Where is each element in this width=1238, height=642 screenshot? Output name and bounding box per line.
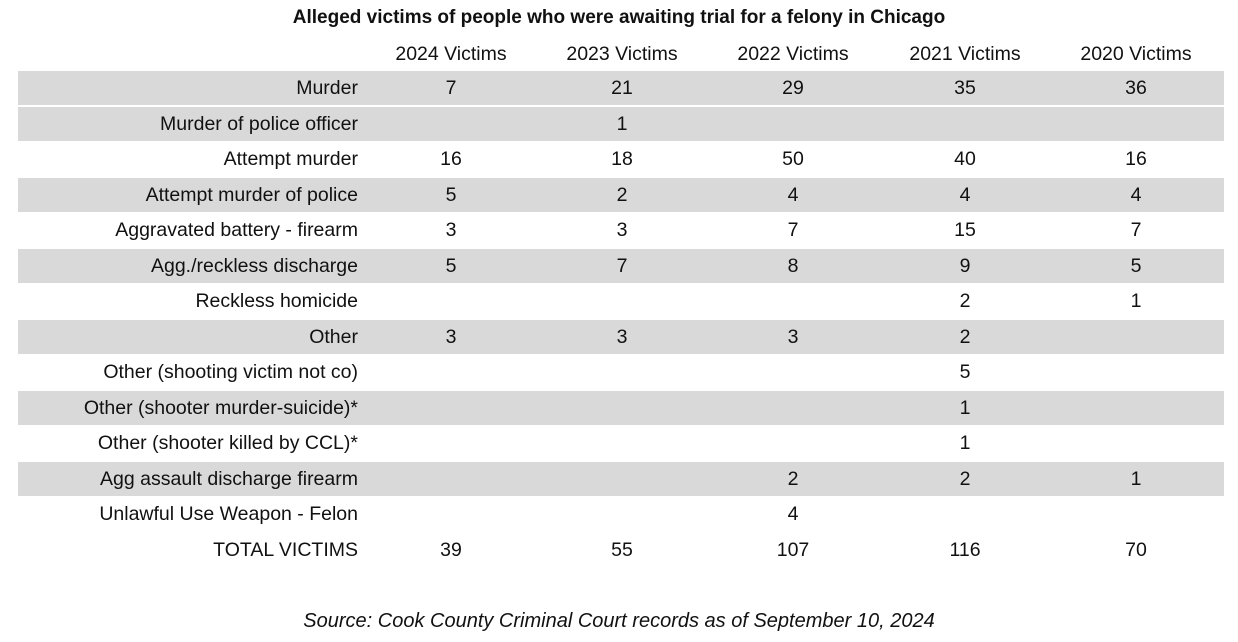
column-header-2022: 2022 Victims (737, 43, 849, 65)
table-cell: 1 (1130, 468, 1142, 490)
table-row (18, 320, 1224, 354)
table-cell (723, 426, 863, 460)
table-row (18, 71, 1224, 105)
table-cell: 18 (611, 148, 633, 170)
chart-title: Alleged victims of people who were awaiting trial for a felony in Chicago (292, 7, 946, 28)
table-cell: 3 (616, 326, 628, 348)
table-cell: 7 (787, 219, 799, 241)
table-row (18, 355, 1224, 389)
table-cell: 8 (787, 255, 799, 277)
table-cell (1066, 426, 1206, 460)
table-cell: 55 (611, 539, 633, 561)
table-cell: 16 (1125, 148, 1147, 170)
table-row (18, 178, 1224, 212)
table-cell (381, 391, 521, 425)
table-cell: 3 (787, 326, 799, 348)
table-row (18, 426, 1224, 460)
table-cell: 50 (782, 148, 804, 170)
table-cell: 29 (782, 77, 804, 99)
table-cell: 107 (776, 539, 810, 561)
table-cell (552, 391, 692, 425)
table-cell (552, 426, 692, 460)
table-cell (381, 426, 521, 460)
table-cell: 3 (445, 219, 457, 241)
source-note: Source: Cook County Criminal Court records as of September 10, 2024 (303, 610, 935, 632)
table-cell: 1 (959, 397, 971, 419)
table-cell: 4 (1130, 184, 1142, 206)
table-cell: 9 (959, 255, 971, 277)
row-label: Reckless homicide (195, 290, 358, 312)
table-cell: 1 (616, 113, 628, 135)
table-cell (723, 107, 863, 141)
table-row (18, 107, 1224, 141)
table-cell (895, 107, 1035, 141)
table-row (18, 462, 1224, 496)
table-cell (381, 107, 521, 141)
table-cell: 5 (445, 184, 457, 206)
table-cell: 36 (1125, 77, 1147, 99)
row-label: Unlawful Use Weapon - Felon (99, 503, 358, 525)
row-label: Agg assault discharge firearm (100, 468, 358, 490)
table-cell: 21 (611, 77, 633, 99)
table-cell: 16 (440, 148, 462, 170)
row-label: Murder of police officer (160, 113, 358, 135)
table-cell (552, 462, 692, 496)
table-cell (381, 462, 521, 496)
row-label: Murder (296, 77, 358, 99)
table-cell (381, 497, 521, 531)
column-header-2023: 2023 Victims (566, 43, 678, 65)
table-row (18, 213, 1224, 247)
column-header-2021: 2021 Victims (909, 43, 1021, 65)
table-cell: 15 (954, 219, 976, 241)
row-label: Attempt murder (223, 148, 358, 170)
column-header-2020: 2020 Victims (1080, 43, 1192, 65)
column-header-2024: 2024 Victims (395, 43, 507, 65)
table-cell (552, 497, 692, 531)
row-label: Agg./reckless discharge (150, 255, 358, 277)
table-cell (723, 355, 863, 389)
table-cell: 5 (1130, 255, 1142, 277)
table-row (18, 497, 1224, 531)
row-label: Other (309, 326, 358, 348)
table-cell: 70 (1125, 539, 1147, 561)
table-row (18, 533, 1224, 567)
table-cell: 3 (445, 326, 457, 348)
table-cell: 5 (445, 255, 457, 277)
row-label: Attempt murder of police (145, 184, 358, 206)
row-label: Other (shooting victim not co) (103, 361, 358, 383)
table-cell: 7 (445, 77, 457, 99)
table-cell: 116 (949, 539, 981, 561)
row-label: Other (shooter killed by CCL)* (97, 432, 358, 454)
table-cell (1066, 107, 1206, 141)
table-cell: 5 (959, 361, 971, 383)
table-cell (1066, 497, 1206, 531)
table-cell: 2 (959, 468, 971, 490)
table-cell (723, 391, 863, 425)
table-cell: 39 (440, 539, 462, 561)
row-label: Other (shooter murder-suicide)* (83, 397, 358, 419)
table-cell (895, 497, 1035, 531)
table-cell (1066, 320, 1206, 354)
table-cell (381, 355, 521, 389)
table-cell: 35 (954, 77, 976, 99)
table-cell: 7 (616, 255, 628, 277)
table-cell: 4 (787, 503, 799, 525)
table-cell (552, 355, 692, 389)
table-cell: 3 (616, 219, 628, 241)
table-cell: 7 (1130, 219, 1142, 241)
table-cell: 2 (959, 326, 971, 348)
table-cell: 4 (959, 184, 971, 206)
table-cell (1066, 355, 1206, 389)
table-cell (1066, 391, 1206, 425)
table-cell (552, 284, 692, 318)
table-cell: 2 (787, 468, 799, 490)
table-cell (381, 284, 521, 318)
table-cell: 2 (616, 184, 628, 206)
table-cell: 40 (954, 148, 976, 170)
table-cell: 2 (959, 290, 971, 312)
table-cell: 1 (1130, 290, 1142, 312)
table-row (18, 249, 1224, 283)
table-cell: 4 (787, 184, 799, 206)
table-row (18, 142, 1224, 176)
table-cell: 1 (959, 432, 971, 454)
table-cell (723, 284, 863, 318)
row-label: Aggravated battery - firearm (115, 219, 358, 241)
table-row (18, 284, 1224, 318)
table-row (18, 391, 1224, 425)
row-label: TOTAL VICTIMS (213, 539, 358, 561)
